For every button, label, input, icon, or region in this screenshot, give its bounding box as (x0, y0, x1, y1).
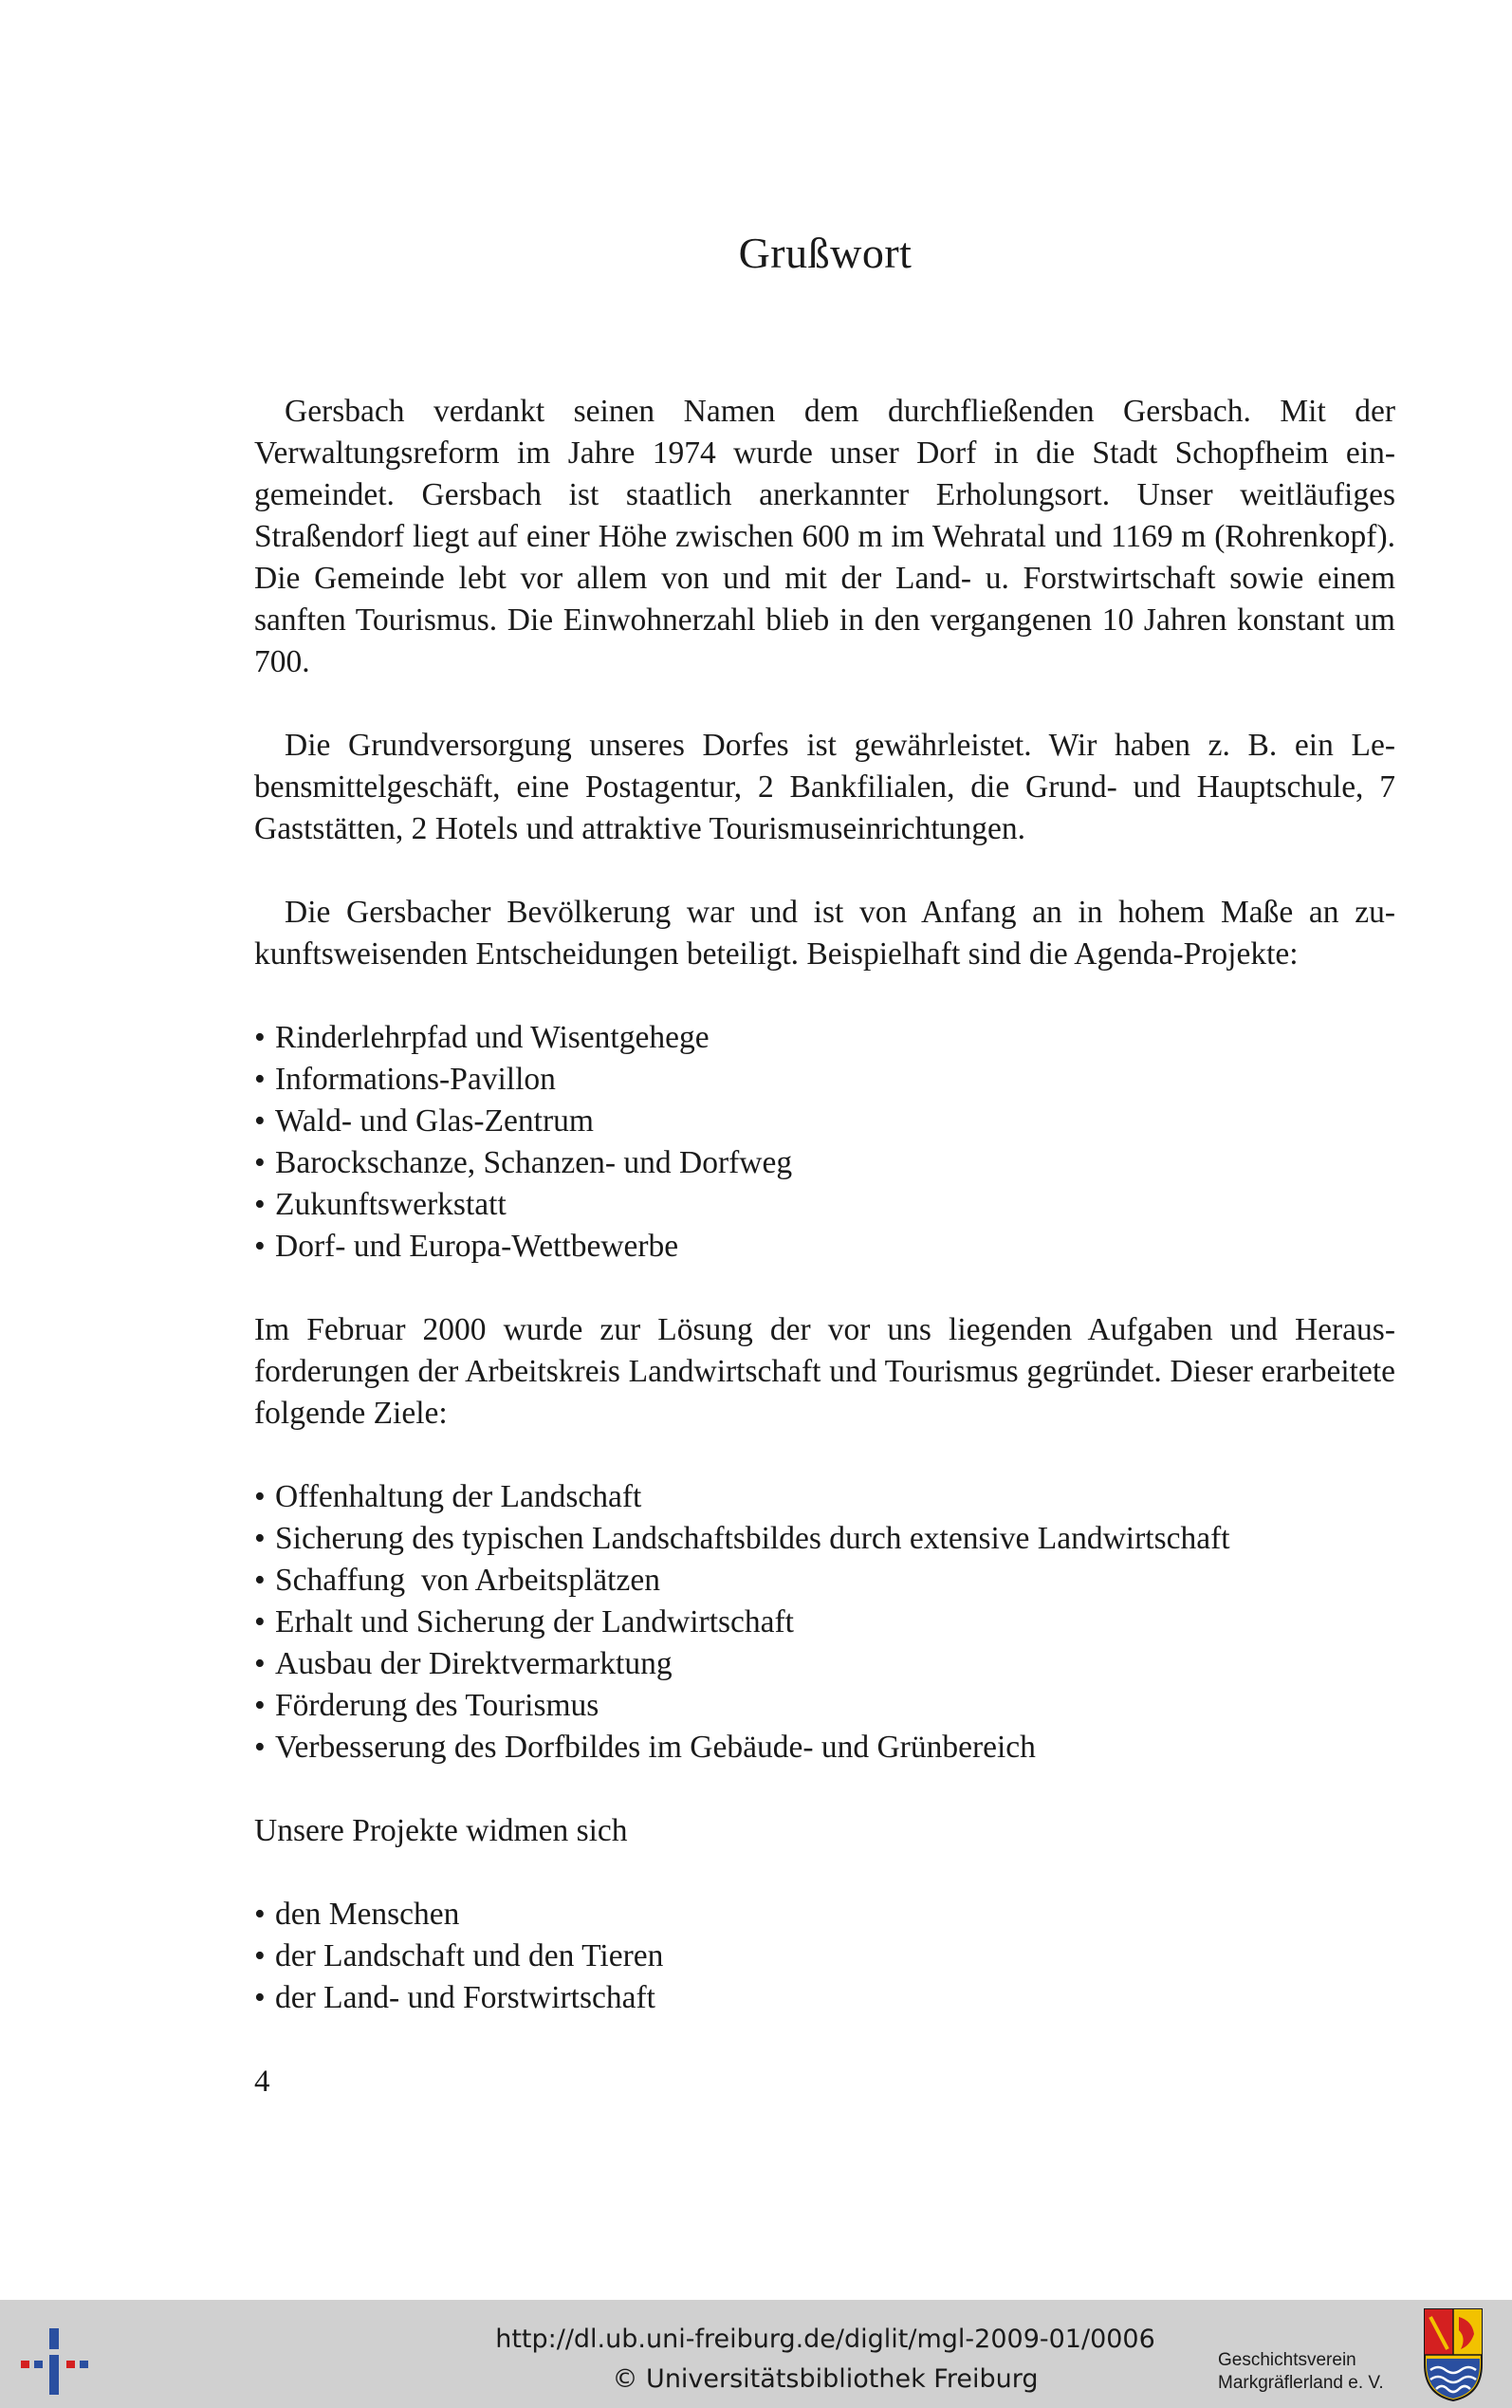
paragraph-5: Unsere Projekte widmen sich (254, 1813, 628, 1848)
list-item: • Offenhaltung der Landschaft (254, 1476, 1395, 1518)
list-item: • Informations-Pavillon (254, 1059, 1395, 1101)
footer-bar (0, 2300, 1512, 2408)
list-item: • Barockschanze, Schanzen- und Dorfweg (254, 1142, 1395, 1184)
page-title: Grußwort (738, 229, 913, 277)
bullet-icon: • (254, 1688, 266, 1723)
list-item: • Erhalt und Sicherung der Landwirtschaft (254, 1602, 1395, 1643)
list-item: • der Land- und Forstwirtschaft (254, 1977, 1395, 2019)
footer-url-link[interactable]: http://dl.ub.uni-freiburg.de/diglit/mgl-2009-01/0006 (495, 2325, 1155, 2354)
list-item: • Wald- und Glas-Zentrum (254, 1101, 1395, 1142)
bullet-icon: • (254, 1604, 266, 1639)
list-item: • der Landschaft und den Tieren (254, 1936, 1395, 1977)
projects-list (254, 1894, 1395, 2019)
body-text (254, 391, 1395, 2019)
goals-list (254, 1476, 1395, 1769)
list-item: • Dorf- und Europa-Wettbewerbe (254, 1226, 1395, 1268)
bullet-icon: • (254, 1062, 266, 1097)
society-line-1: Geschichtsverein (1218, 2350, 1356, 2370)
society-crest-icon (1423, 2307, 1484, 2402)
list-item: • den Menschen (254, 1894, 1395, 1936)
society-line-2: Markgräflerland e. V. (1218, 2373, 1384, 2393)
paragraph-3: Die Gersbacher Bevölkerung war und ist von Anfang an in hohem Maße an zukunftsweisenden Entscheidungen beteiligt. Beispielhaft sind die Agenda-Projekte: (254, 895, 1395, 972)
agenda-projects-list (254, 1017, 1395, 1268)
bullet-icon: • (254, 1103, 266, 1139)
bullet-icon: • (254, 1980, 266, 2015)
society-name (1218, 2349, 1384, 2395)
bullet-icon: • (254, 1730, 266, 1765)
paragraph-4: Im Februar 2000 wurde zur Lösung der vor uns liegenden Aufgaben und Herausforderungen der Arbeitskreis Landwirtschaft und Tourismus gegründet. Dieser erarbeitete folgende Ziele: (254, 1312, 1395, 1431)
list-item: • Zukunftswerkstatt (254, 1184, 1395, 1226)
footer-copyright: © Universitätsbibliothek Freiburg (612, 2364, 1039, 2394)
list-item: • Verbesserung des Dorfbildes im Gebäude- und Grünbereich (254, 1727, 1395, 1769)
paragraph-1: Gersbach verdankt seinen Namen dem durchfließenden Gersbach. Mit der Verwaltungsreform im Jahre 1974 wurde unser Dorf in die Stadt Schopfheim eingemeindet. Gersbach ist staatlich anerkannter Erholungsort. Unser weitläufiges Straßendorf liegt auf einer Höhe zwischen 600 m im Wehratal und 1169 m (Rohrenkopf). Die Gemeinde lebt vor allem von und mit der Land- u. Forstwirtschaft sowie einem sanften Tourismus. Die Einwohnerzahl blieb in den vergangenen 10 Jahren konstant um 700. (254, 394, 1395, 679)
list-item: • Rinderlehrpfad und Wisentgehege (254, 1017, 1395, 1059)
paragraph-2: Die Grundversorgung unseres Dorfes ist gewährleistet. Wir haben z. B. ein Lebensmittelgeschäft, eine Postagentur, 2 Bankfilialen, die Grund- und Hauptschule, 7 Gaststätten, 2 Hotels und attraktive Tourismuseinrichtungen. (254, 728, 1395, 846)
bullet-icon: • (254, 1646, 266, 1681)
page-number: 4 (254, 2065, 270, 2099)
bullet-icon: • (254, 1145, 266, 1180)
list-item: • Ausbau der Direktvermarktung (254, 1643, 1395, 1685)
bullet-icon: • (254, 1897, 266, 1932)
bullet-icon: • (254, 1229, 266, 1264)
bullet-icon: • (254, 1479, 266, 1514)
bullet-icon: • (254, 1187, 266, 1222)
bullet-icon: • (254, 1938, 266, 1973)
list-item: • Sicherung des typischen Landschaftsbildes durch extensive Landwirtschaft (254, 1518, 1395, 1560)
list-item: • Förderung des Tourismus (254, 1685, 1395, 1727)
bullet-icon: • (254, 1563, 266, 1598)
list-item: • Schaffung von Arbeitsplätzen (254, 1560, 1395, 1602)
bullet-icon: • (254, 1521, 266, 1556)
bullet-icon: • (254, 1020, 266, 1055)
